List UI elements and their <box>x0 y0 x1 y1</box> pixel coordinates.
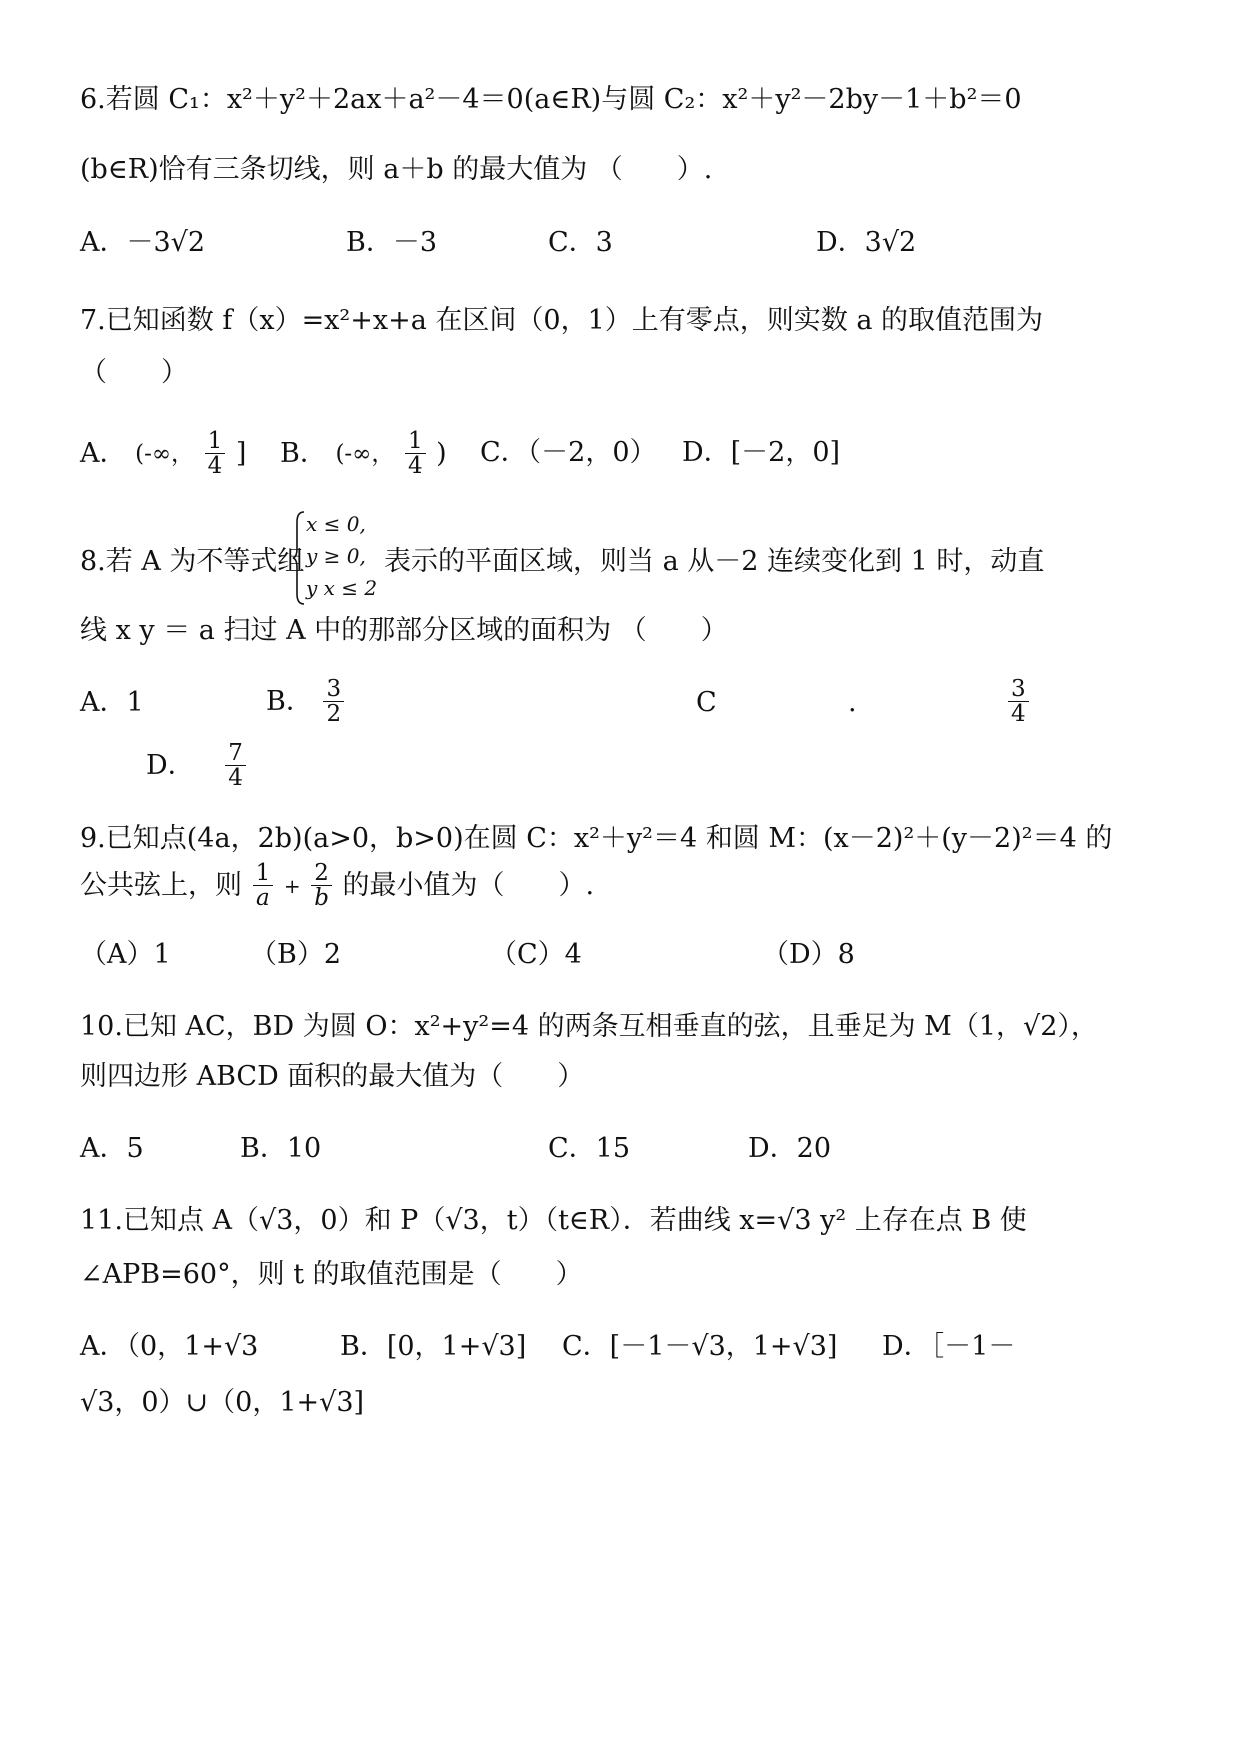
q9-option-c: （C）4 <box>490 939 582 970</box>
q10-option-b: B．10 <box>240 1133 322 1164</box>
q11-option-c: C．[－1－√3，1+√3] <box>562 1331 838 1362</box>
q8-option-b-num: 3 <box>323 677 344 702</box>
q9-stem-line1: 9.已知点(4a，2b)(a>0，b>0)在圆 C：x²＋y²＝4 和圆 M：(x－2)²＋(y－2)²＝4 的 <box>80 823 1113 854</box>
q8-option-d-fraction <box>225 741 246 790</box>
q7-option-b-fraction <box>405 429 426 478</box>
q7-option-b-close: ) <box>436 437 447 469</box>
q9-fraction-1-num: 1 <box>253 861 274 886</box>
q8-option-b-den: 2 <box>326 701 342 727</box>
q10-option-a: A．5 <box>80 1133 144 1164</box>
q8-option-b <box>266 676 346 727</box>
q8-inequality-1: x ≤ 0, <box>306 512 366 536</box>
q8-option-a: A．1 <box>80 687 144 718</box>
q9-option-d: （D）8 <box>762 939 855 970</box>
q11-option-b: B．[0，1+√3] <box>340 1331 527 1362</box>
q9-fraction-1-den: a <box>256 885 270 911</box>
q7-option-c: C．（－2，0） <box>480 437 657 468</box>
q8-stem-lead: 8.若 A 为不等式组 <box>80 546 305 577</box>
q8-option-d-label: D． <box>146 749 195 781</box>
q9-stem-post: 的最小值为（ ）. <box>342 869 595 901</box>
q7-option-a-close: ] <box>235 437 247 469</box>
q7-stem-line2: （ ） <box>80 357 188 388</box>
q6-option-d: D．3√2 <box>816 227 917 258</box>
q8-stem-line2: 线 x y ＝ a 扫过 A 中的那部分区域的面积为 （ ） <box>80 615 728 646</box>
q7-option-a-text: (-∞， <box>135 440 194 467</box>
q7-option-a <box>80 428 246 479</box>
q9-fraction-2-den: b <box>314 885 329 911</box>
q11-option-d-continued: √3，0）∪（0，1+√3] <box>80 1387 365 1418</box>
q11-stem-line2: ∠APB=60°，则 t 的取值范围是（ ） <box>80 1259 583 1290</box>
q7-option-b-num: 1 <box>405 429 426 454</box>
q8-option-b-fraction <box>323 677 344 726</box>
q6-stem-line1: 6.若圆 C₁：x²＋y²＋2ax＋a²－4＝0(a∈R)与圆 C₂：x²＋y²－2by－1＋b²＝0 <box>80 84 1022 115</box>
q9-option-a: （A）1 <box>80 939 171 970</box>
q8-stem-tail: 表示的平面区域，则当 a 从－2 连续变化到 1 时，动直 <box>384 546 1045 577</box>
q11-option-d: D．［－1－ <box>882 1331 1016 1362</box>
q7-option-b-label: B． <box>280 437 327 469</box>
q10-option-c: C．15 <box>548 1133 631 1164</box>
q9-fraction-1 <box>253 861 274 910</box>
q8-option-c-dot: . <box>848 687 857 718</box>
q8-option-d-num: 7 <box>225 741 246 766</box>
q8-inequality-system <box>292 510 382 606</box>
q6-option-b: B．－3 <box>346 227 438 258</box>
q7-option-b <box>280 428 447 479</box>
q8-inequality-3: y x ≤ 2 <box>306 576 378 600</box>
left-brace-icon <box>292 510 306 606</box>
q8-option-b-label: B． <box>266 685 313 717</box>
q7-option-a-den: 4 <box>207 453 223 479</box>
q8-option-d-den: 4 <box>228 765 243 791</box>
q6-stem-line2: (b∈R)恰有三条切线，则 a＋b 的最大值为 （ ）. <box>80 154 713 185</box>
q8-option-c-label: C <box>696 687 717 718</box>
q9-option-b: （B）2 <box>250 939 342 970</box>
q9-fraction-2 <box>311 861 332 910</box>
q7-option-a-label: A． <box>80 437 127 469</box>
q9-stem-pre: 公共弦上，则 <box>80 869 242 901</box>
q8-option-c-fraction <box>1008 677 1029 726</box>
q7-option-a-num: 1 <box>205 429 226 454</box>
q8-option-c-den: 4 <box>1011 701 1026 727</box>
q6-option-c: C．3 <box>548 227 613 258</box>
q8-option-c-num: 3 <box>1008 677 1029 702</box>
q11-option-a: A．（0，1+√3 <box>80 1331 259 1362</box>
q7-stem-line1: 7.已知函数 f（x）=x²+x+a 在区间（0，1）上有零点，则实数 a 的取值范围为 <box>80 305 1044 336</box>
q11-stem-line1: 11.已知点 A（√3，0）和 P（√3，t）（t∈R）．若曲线 x=√3 y² 上存在点 B 使 <box>80 1205 1027 1236</box>
q7-option-a-fraction <box>205 429 226 478</box>
q6-option-a: A．－3√2 <box>80 227 206 258</box>
q9-stem-line2 <box>80 860 594 911</box>
q8-option-c-value <box>1006 676 1031 726</box>
q10-stem-line1: 10.已知 AC，BD 为圆 O：x²+y²=4 的两条互相垂直的弦，且垂足为 M（1，√2）， <box>80 1011 1098 1042</box>
q7-option-b-den: 4 <box>407 453 423 479</box>
q7-option-b-text: (-∞， <box>335 440 395 467</box>
q8-option-d <box>146 740 248 791</box>
q9-plus: + <box>283 873 301 898</box>
q8-inequality-2: y ≥ 0, <box>306 544 366 568</box>
q10-stem-line2: 则四边形 ABCD 面积的最大值为（ ） <box>80 1061 585 1092</box>
q7-option-d: D．[－2，0] <box>682 437 841 468</box>
q9-fraction-2-num: 2 <box>311 861 332 886</box>
q10-option-d: D．20 <box>748 1133 832 1164</box>
